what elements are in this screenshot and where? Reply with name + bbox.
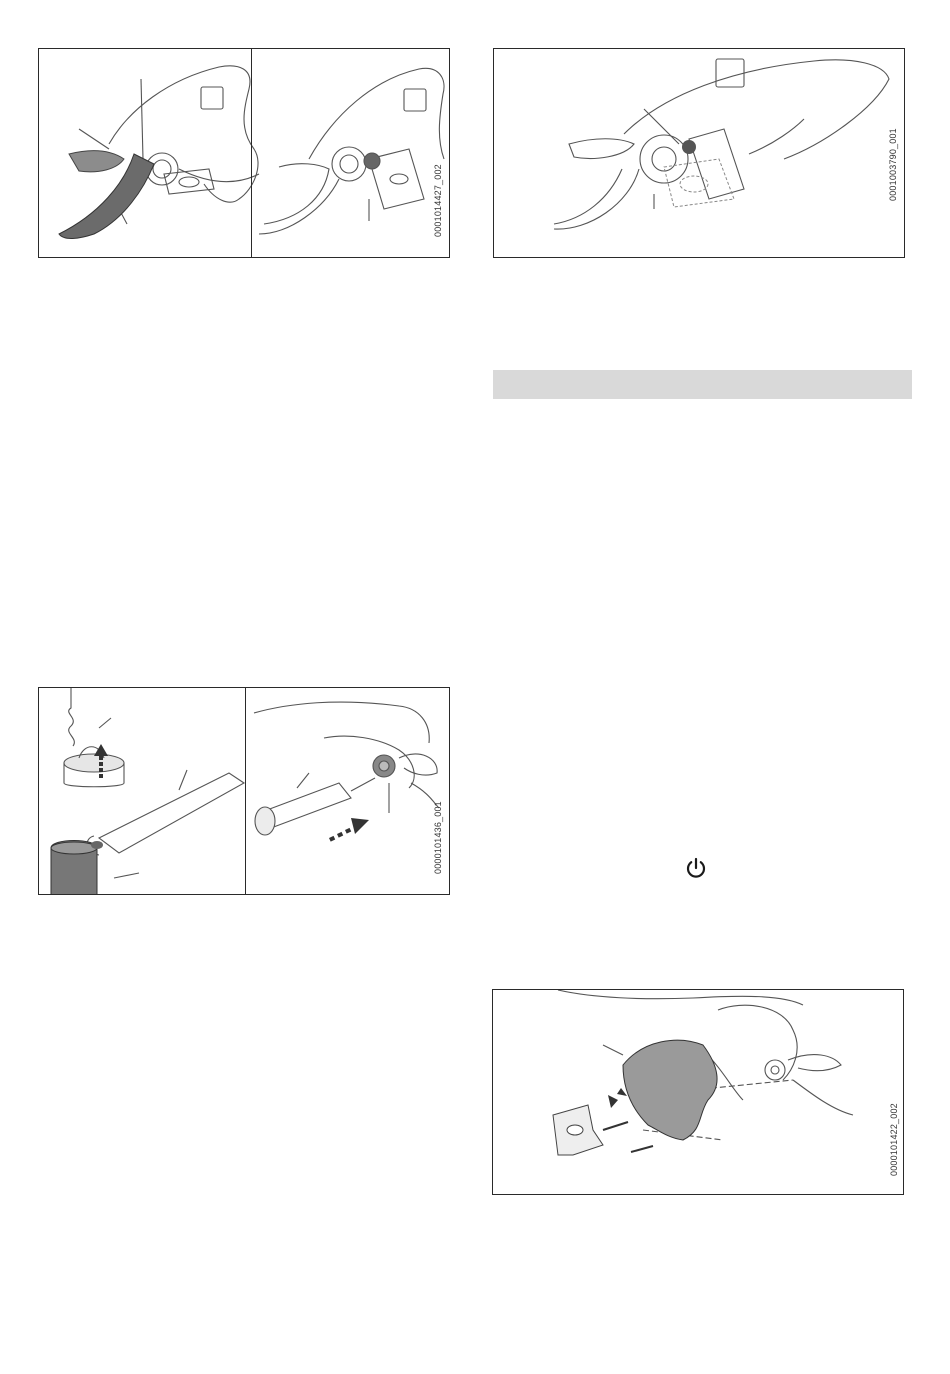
figure-cover-removal [492, 989, 904, 1195]
illustration-blade-assembly [39, 49, 450, 258]
figure-gear-plate-position [493, 48, 905, 258]
figure-blade-gear-removal [38, 48, 450, 258]
figure-lubrication [38, 687, 450, 895]
figure-code: 0001014427_002 [433, 164, 443, 237]
illustration-cover [493, 990, 904, 1195]
illustration-gear-plate [494, 49, 905, 258]
panel-divider [245, 688, 246, 894]
figure-code: 0000101422_002 [889, 1103, 899, 1176]
figure-code: 0000101436_001 [433, 801, 443, 874]
section-header-bar [493, 370, 912, 399]
panel-divider [251, 49, 252, 257]
power-icon [684, 856, 708, 880]
figure-code: 0001003790_001 [888, 128, 898, 201]
